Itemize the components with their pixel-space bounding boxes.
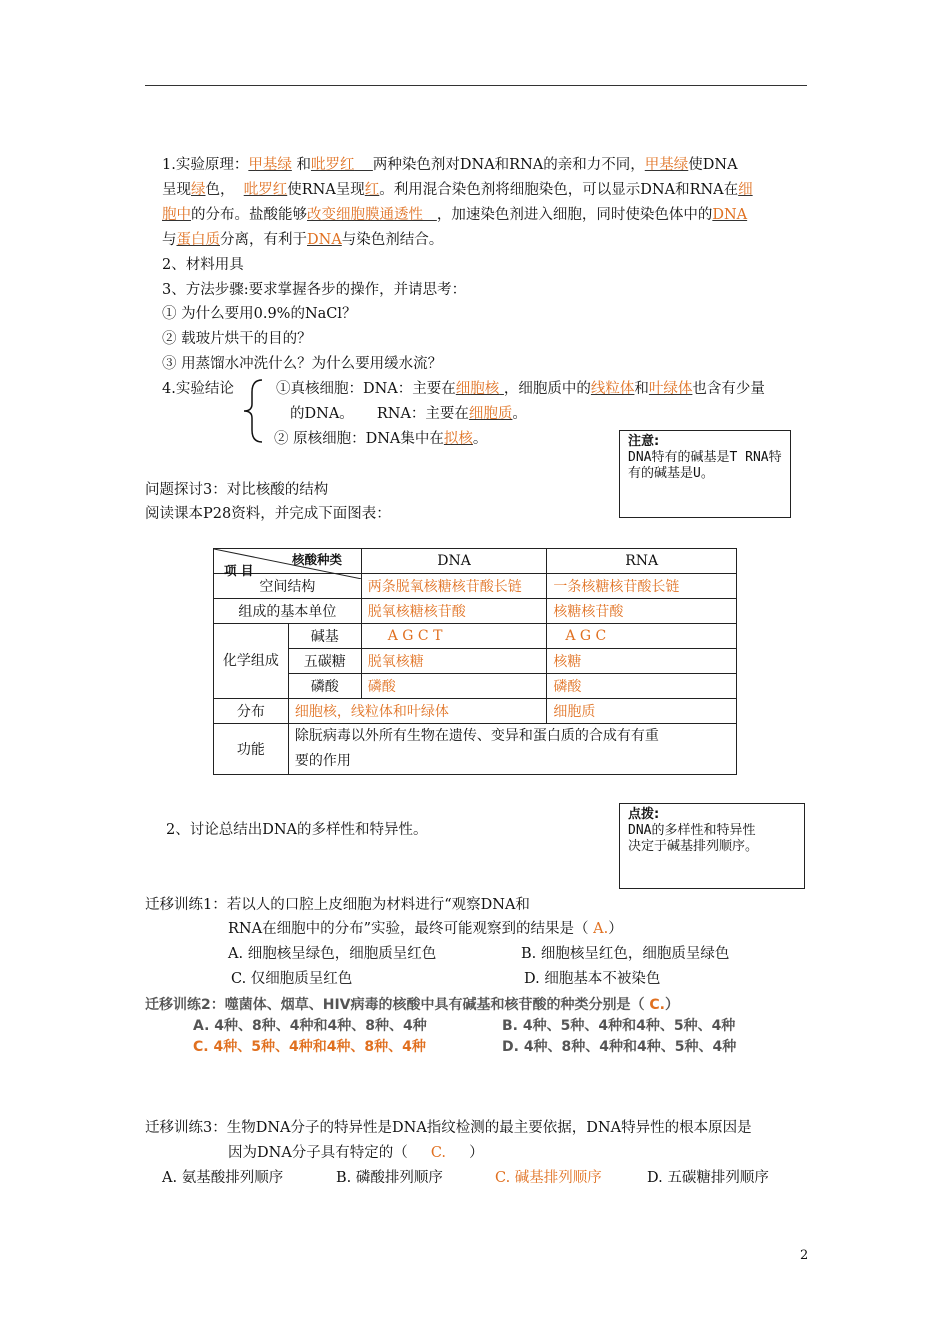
question-1: ① 为什么要用0.9%的NaCl？ [162,306,357,322]
row-label: 组成的基本单位 [214,599,362,624]
header-rna: RNA [547,549,737,574]
dna-cell: A G C T [361,624,547,649]
rna-cell: 一条核糖核苷酸长链 [547,574,737,599]
correct-option: C. 4种、5种、4种和4种、8种、4种 [193,1039,426,1055]
text: 因为DNA分子具有特定的（ [228,1145,408,1161]
row-label: 碱基 [288,624,361,649]
answer-blank: 叶绿体 [648,381,693,397]
note-title: 注意: [628,434,660,449]
hint-title: 点拨: [628,807,660,822]
option-c [495,1166,602,1187]
answer-blank: 吡罗红 [310,157,355,173]
answer-blank: 细胞核 [455,381,500,397]
dna-cell: 磷酸 [361,674,547,699]
header-bottom-label: 项 目 [224,563,254,578]
answer-blank: DNA [307,232,342,248]
text: ② 原核细胞：DNA集中在 [274,431,444,447]
table-row [214,724,737,775]
function-text-1: 除朊病毒以外所有生物在遗传、变异和蛋白质的合成有有重 [294,728,659,744]
option-a: A. 细胞核呈绿色，细胞质呈红色 [228,946,437,962]
answer-blank: 细 [738,182,753,198]
answer-blank: 甲基绿 [248,157,292,173]
text: 。利用混合染色剂将细胞染色，可以显示DNA和RNA在 [379,182,739,198]
header-dna: DNA [361,549,547,574]
text: 与染色剂结合。 [341,232,444,248]
option-d: D. 五碳糖排列顺序 [647,1170,769,1186]
text: 的分布。盐酸能够 [191,207,307,223]
option-b: B. 细胞核呈红色，细胞质呈绿色 [521,946,730,962]
answer-blank: 蛋白质 [176,232,220,248]
conclusion-eukaryote-2 [290,402,527,423]
text: 。 [472,431,488,447]
chem-composition-label: 化学组成 [214,624,289,699]
option-d: D. 4种、8种、4种和4种、5种、4种 [502,1039,737,1055]
option-d: D. 细胞基本不被染色 [524,971,661,987]
table-row [214,699,737,724]
text: ①真核细胞：DNA：主要在 [276,381,456,397]
correct-option: C. 碱基排列顺序 [495,1170,602,1186]
principle-line-4 [162,228,443,249]
exercise-1-line-1: 迁移训练1：若以人的口腔上皮细胞为材料进行“观察DNA和 [145,897,530,913]
exercise-3-line-1: 迁移训练3：生物DNA分子的特异性是DNA指纹检测的最主要依据，DNA特异性的根本原因是 [145,1120,752,1136]
conclusion-prokaryote [274,427,487,448]
text: 与 [162,232,177,248]
answer-blank: 拟核 [443,431,473,447]
option-a: A. 4种、8种、4种和4种、8种、4种 [193,1018,427,1034]
rna-cell: 核糖核苷酸 [547,599,737,624]
topic-heading: 问题探讨3：对比核酸的结构 [145,482,329,498]
item-materials: 2、材料用具 [162,257,244,273]
row-label: 功能 [214,724,289,775]
table-row [214,599,737,624]
row-label: 分布 [214,699,289,724]
dna-cell: 脱氧核糖 [361,649,547,674]
table-row [214,674,737,699]
answer-blank: 细胞质 [468,406,513,422]
text: ） [608,921,623,937]
answer-blank: 甲基绿 [644,157,689,173]
hint-body-1: DNA的多样性和特异性 [628,823,756,838]
discussion-item: 2、讨论总结出DNA的多样性和特异性。 [166,822,428,838]
option-b: B. 磷酸排列顺序 [336,1170,443,1186]
text: 使RNA呈现 [287,182,365,198]
question-2: ② 载玻片烘干的目的？ [162,331,312,347]
note-box [619,430,791,518]
principle-line-1 [162,153,738,174]
page-number: 2 [800,1248,809,1263]
text: ，细胞质中的 [503,381,591,397]
answer-blank: 改变细胞膜通透性 [307,207,423,223]
function-cell [288,724,736,775]
rna-cell: 核糖 [547,649,737,674]
conclusion-eukaryote [276,377,765,398]
text: 和 [296,157,311,173]
answer: A. [593,921,609,937]
answer-blank: DNA [712,207,748,223]
reading-instruction: 阅读课本P28资料，并完成下面图表： [145,506,391,522]
answer: C. [430,1145,447,1161]
text: ） [664,997,679,1013]
function-text-2: 要的作用 [294,753,351,769]
table-row [214,624,737,649]
answer-blank: 绿 [191,182,206,198]
text: 分离，有利于 [220,232,307,248]
principle-line-2 [162,178,753,199]
dna-cell: 细胞核，线粒体和叶绿体 [288,699,547,724]
text: 的DNA。 [290,406,354,422]
text: 和 [634,381,649,397]
table-row [214,649,737,674]
answer-blank: 红 [364,182,380,198]
exercise-1-line-2 [228,917,623,938]
text: 两种染色剂对DNA和RNA的亲和力不同， [372,157,645,173]
text: 1.实验原理： [162,157,249,173]
dna-cell: 脱氧核糖核苷酸 [361,599,547,624]
answer: C. [649,997,665,1013]
rna-cell: A G C [547,624,737,649]
answer-blank: 胞中 [162,207,191,223]
text: 迁移训练2：噬菌体、烟草、HIV病毒的核酸中具有碱基和核苷酸的种类分别是（ [145,997,645,1013]
option-b: B. 4种、5种、4种和4种、5种、4种 [502,1018,736,1034]
conclusion-label: 4.实验结论 [162,381,234,397]
header-top-label: 核酸种类 [292,552,343,567]
option-c: C. 仅细胞质呈红色 [231,971,353,987]
text: ，加速染色剂进入细胞，同时使染色体中的 [436,207,713,223]
text: 也含有少量 [692,381,765,397]
text: 呈现 [162,182,191,198]
item-steps: 3、方法步骤:要求掌握各步的操作，并请思考： [162,282,467,298]
text: 色， [205,182,235,198]
exercise-2-line-1 [145,994,679,1014]
option-c [193,1036,426,1056]
hint-body-2: 决定于碱基排列顺序。 [628,839,759,854]
text: RNA：主要在 [376,406,469,422]
note-body: DNA特有的碱基是T RNA特有的碱基是U。 [628,450,782,481]
dna-cell: 两条脱氧核糖核苷酸长链 [361,574,547,599]
diagonal-header-cell [214,549,362,578]
nucleic-acid-table [213,548,737,775]
brace-icon [240,378,268,444]
row-label: 磷酸 [288,674,361,699]
principle-line-3 [162,203,747,224]
rna-cell: 细胞质 [547,699,737,724]
question-3: ③ 用蒸馏水冲洗什么？为什么要用缓水流？ [162,356,443,372]
rna-cell: 磷酸 [547,674,737,699]
text: 使DNA [688,157,738,173]
text: ） [469,1145,484,1161]
text: RNA在细胞中的分布”实验，最终可能观察到的结果是（ [228,921,589,937]
row-label: 五碳糖 [288,649,361,674]
answer-blank: 线粒体 [590,381,635,397]
row-label: 空间结构 [214,574,362,599]
table-header-row [214,549,737,574]
hint-box [619,803,805,889]
text: 。 [512,406,527,422]
answer-blank: 吡罗红 [243,182,288,198]
header-rule [145,85,807,86]
option-a: A. 氨基酸排列顺序 [162,1170,284,1186]
exercise-3-line-2 [228,1141,484,1162]
